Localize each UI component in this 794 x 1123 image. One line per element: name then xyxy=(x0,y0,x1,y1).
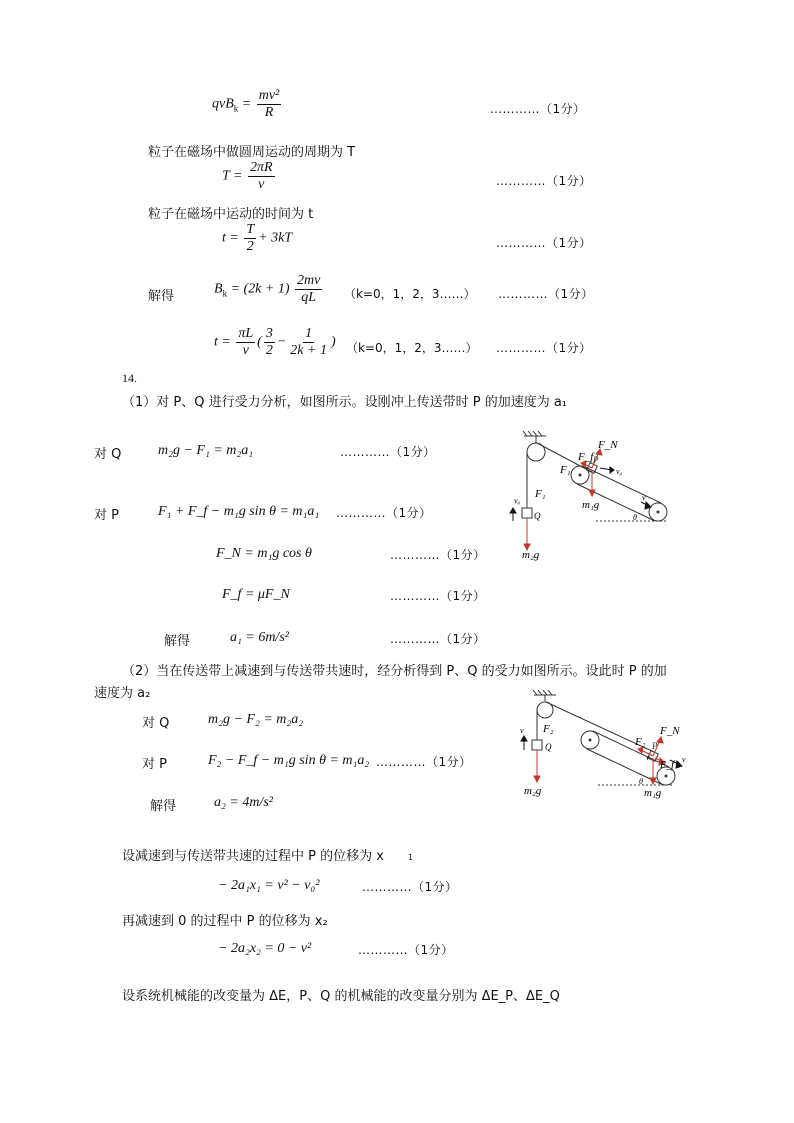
part1-intro: （1）对 P、Q 进行受力分析，如图所示。设刚冲上传送带时 P 的加速度为 a₁ xyxy=(122,395,568,410)
label-m2g: m₂g xyxy=(524,785,542,797)
label-v0-left: v₀ xyxy=(514,496,521,505)
label-v0-right: v₀ xyxy=(616,467,623,476)
score-mark: …………（1分） xyxy=(496,341,592,355)
for-p-label: 对 P xyxy=(142,757,167,772)
equation-x1: − 2a₁x₁ = v² − v₀² xyxy=(218,878,320,893)
label-m2g: m₂g xyxy=(522,549,540,561)
label-m1g: m₁g xyxy=(644,787,662,799)
energy-text: 设系统机械能的改变量为 ΔE，P、Q 的机械能的改变量分别为 ΔE_P、ΔE_Q xyxy=(122,989,560,1004)
force-diagram-2 xyxy=(514,690,694,802)
score-mark: …………（1分） xyxy=(376,755,472,769)
for-q-label: 对 Q xyxy=(94,447,122,462)
equation-x2: − 2a₂x₂ = 0 − v² xyxy=(218,941,312,956)
label-f2-top: F₂ xyxy=(635,736,646,748)
label-q: Q xyxy=(534,511,541,521)
question-number: 14. xyxy=(122,371,137,385)
for-p-label: 对 P xyxy=(94,508,119,523)
part2-intro-cont: 速度为 a₂ xyxy=(94,686,151,701)
label-p: P xyxy=(593,455,599,465)
equation-ff: F_f = μF_N xyxy=(222,587,290,602)
time-text: 粒子在磁场中运动的时间为 t xyxy=(148,207,314,222)
equation-fn: F_N = m₁g cos θ xyxy=(216,546,312,561)
label-f1-left: F₁ xyxy=(535,488,546,500)
label-f1-top: F₁ xyxy=(560,464,571,476)
score-mark: …………（1分） xyxy=(496,174,592,188)
k-range: （k=0，1，2，3……） xyxy=(344,287,476,301)
label-v-right: v xyxy=(682,755,686,764)
score-mark: …………（1分） xyxy=(498,287,594,301)
score-mark: …………（1分） xyxy=(340,445,436,459)
label-fn: F_N xyxy=(660,725,680,737)
force-diagram-1 xyxy=(496,430,686,570)
score-mark: …………（1分） xyxy=(390,632,486,646)
score-mark: …………（1分） xyxy=(490,102,586,116)
equation-a2: a₂ = 4m/s² xyxy=(214,795,273,810)
label-theta: θ xyxy=(633,513,637,522)
solve-label: 解得 xyxy=(164,634,191,649)
equation-q1: m₂g − F₁ = m₂a₁ xyxy=(158,443,254,458)
label-ff: F_f xyxy=(578,451,594,463)
label-fn: F_N xyxy=(598,439,618,451)
label-f2-left: F₂ xyxy=(543,723,554,735)
label-theta: θ xyxy=(639,777,643,786)
label-q: Q xyxy=(545,742,552,752)
x2-text: 再减速到 0 的过程中 P 的位移为 x₂ xyxy=(122,914,328,929)
equation-p2: F₂ − F_f − m₁g sin θ = m₁a₂ xyxy=(208,753,370,768)
label-m1g: m₁g xyxy=(582,499,600,511)
label-ff: F_f xyxy=(660,760,674,771)
label-v-belt: v xyxy=(646,753,650,762)
period-text: 粒子在磁场中做圆周运动的周期为 T xyxy=(148,145,356,160)
label-v-left: v xyxy=(520,726,524,735)
score-mark: …………（1分） xyxy=(336,506,432,520)
for-q-label: 对 Q xyxy=(142,716,170,731)
equation-t-result: t = $\frac{\pi L}{v}$ ( $\frac{3}{2}$ − $\frac{1}{2k + 1}$ ) xyxy=(214,326,336,358)
equation-p1: F₁ + F_f − m₁g sin θ = m₁a₁ xyxy=(158,504,320,519)
score-mark: …………（1分） xyxy=(390,548,486,562)
solve-label: 解得 xyxy=(150,799,177,814)
equation-qvbk: qvB$_k$ = $\frac{\text{mv²}}{R}$ xyxy=(212,88,280,120)
equation-bk: $B_k = (2k + 1)$ $\frac{2mv}{qL}$ xyxy=(214,273,321,305)
score-mark: …………（1分） xyxy=(358,943,454,957)
label-v: v xyxy=(642,493,646,502)
equation-period: T = $\frac{2\pi R}{v}$ xyxy=(222,160,273,192)
part2-intro: （2）当在传送带上减速到与传送带共速时，经分析得到 P、Q 的受力如图所示。设此时 P 的加 xyxy=(122,664,667,679)
k-range: （k=0，1，2，3……） xyxy=(346,341,478,355)
equation-a1: a₁ = 6m/s² xyxy=(230,630,289,645)
label-p: P xyxy=(652,741,658,751)
equation-time: t = $\frac{T}{2}$ + 3kT xyxy=(222,222,293,254)
score-mark: …………（1分） xyxy=(390,589,486,603)
solve-label: 解得 xyxy=(148,289,175,304)
score-mark: …………（1分） xyxy=(496,236,592,250)
x1-text: 设减速到与传送带共速的过程中 P 的位移为 x 1 xyxy=(122,849,414,864)
equation-q2: m₂g − F₂ = m₂a₂ xyxy=(208,712,304,727)
score-mark: …………（1分） xyxy=(362,880,458,894)
